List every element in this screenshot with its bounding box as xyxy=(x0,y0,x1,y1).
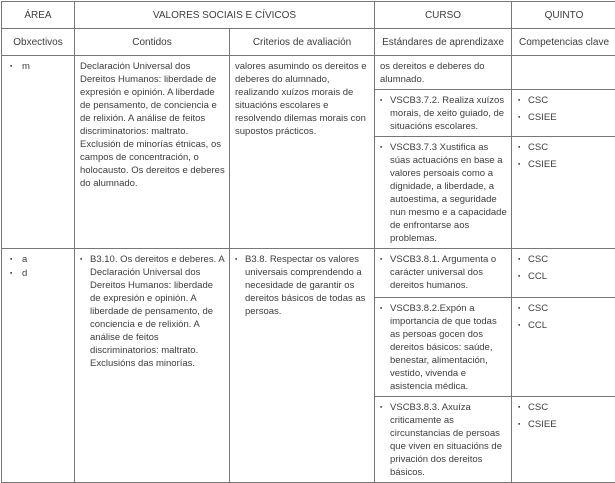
bullet-icon: ▪ xyxy=(235,253,245,266)
cell-text: VSCB3.7.2. Realiza xuízos morais, de xeito guiado, de situacións escolares. xyxy=(390,94,507,133)
list-item xyxy=(518,270,612,283)
curriculum-table xyxy=(1,1,615,483)
list-item xyxy=(380,94,507,133)
list-item xyxy=(380,60,507,86)
bullet-icon: ▪ xyxy=(10,267,22,280)
cell-text: a xyxy=(22,253,70,266)
cell-text: valores asumindo os dereitos e deberes do alumnado, realizando xuízos morais de situacións escolares e resolvendo dilemas morais con supostos prácticos. xyxy=(235,60,370,138)
competencias-cell xyxy=(512,298,615,397)
cell-text: B3.10. Os dereitos e deberes. A Declaración Universal dos Dereitos Humanos: liberdade de expresión e opinión. A liberdade de pensamento, de conciencia e de relixión. A análise de feitos discriminatorios: maltrato. Exclusións das minorías. xyxy=(90,253,225,370)
cell-text: m xyxy=(22,60,70,73)
list-item xyxy=(518,319,612,332)
competencias-cell xyxy=(512,397,615,483)
bullet-icon: ▪ xyxy=(380,94,390,107)
cell-text: VSCB3.8.2.Expón a importancia de que todas as persoas gocen dos dereitos básicos: saúde, benestar, alimentación, vestido, vivenda e asistencia médica. xyxy=(390,302,507,393)
bullet-icon: ▪ xyxy=(380,302,390,315)
header-valores-sociais: VALORES SOCIAIS E CÍVICOS xyxy=(75,2,375,29)
header-estandares: Estándares de aprendizaxe xyxy=(375,29,512,56)
list-item xyxy=(518,158,612,171)
bullet-icon: ▪ xyxy=(518,319,528,332)
competencias-cell xyxy=(512,137,615,249)
table-body xyxy=(2,56,615,483)
cell-text: Declaración Universal dos Dereitos Humanos: liberdade de expresión e opinión. A liberdade de pensamento, de conciencia e de relixión. A análise de feitos discriminatorios: maltrato. Exclusión de minorías étnicas, os campos de concentración, o holocausto. Os dereitos e deberes do alumnado. xyxy=(80,60,225,190)
cell-text: CSC xyxy=(528,401,612,414)
table-row xyxy=(2,56,615,90)
list-item xyxy=(10,267,70,280)
bullet-icon: ▪ xyxy=(518,94,528,107)
bullet-icon: ▪ xyxy=(518,401,528,414)
estandar-cell xyxy=(375,298,512,397)
bullet-icon: ▪ xyxy=(380,253,390,266)
header-competencias: Competencias clave xyxy=(512,29,615,56)
bullet-icon: ▪ xyxy=(518,418,528,431)
cell-text: CSC xyxy=(528,141,612,154)
estandar-cell xyxy=(375,56,512,90)
bullet-icon: ▪ xyxy=(518,253,528,266)
bullet-icon: ▪ xyxy=(518,111,528,124)
table-row xyxy=(2,249,615,298)
header-contidos: Contidos xyxy=(75,29,230,56)
list-item xyxy=(380,141,507,245)
obxectivos-cell xyxy=(2,56,75,249)
header-criterios: Criterios de avaliación xyxy=(230,29,375,56)
list-item xyxy=(518,418,612,431)
list-item xyxy=(518,401,612,414)
header-curso: CURSO xyxy=(375,2,512,29)
list-item xyxy=(380,302,507,393)
criterios-cell xyxy=(230,249,375,483)
list-item xyxy=(10,253,70,266)
estandar-cell xyxy=(375,90,512,137)
competencias-cell xyxy=(512,56,615,90)
bullet-icon: ▪ xyxy=(518,158,528,171)
list-item xyxy=(518,111,612,124)
contidos-cell xyxy=(75,249,230,483)
list-item xyxy=(518,94,612,107)
cell-text: VSCB3.8.3. Axuíza criticamente as circunstancias de persoas que viven en situacións de privación dos dereitos básicos. xyxy=(390,401,507,479)
list-item xyxy=(10,60,70,73)
list-item xyxy=(80,60,225,190)
list-item xyxy=(518,302,612,315)
cell-text: os dereitos e deberes do alumnado. xyxy=(380,60,507,86)
list-item xyxy=(380,401,507,479)
bullet-icon: ▪ xyxy=(80,253,90,266)
header-row-columns xyxy=(2,29,615,56)
header-area: ÁREA xyxy=(2,2,75,29)
header-obxectivos: Obxectivos xyxy=(2,29,75,56)
cell-text: B3.8. Respectar os valores universais comprendendo a necesidade de garantir os dereitos básicos de todas as persoas. xyxy=(245,253,370,318)
list-item xyxy=(235,253,370,318)
bullet-icon: ▪ xyxy=(518,141,528,154)
cell-text: CCL xyxy=(528,270,612,283)
cell-text: VSCB3.7.3 Xustifica as súas actuacións en base a valores persoais como a dignidade, a liberdade, a autoestima, a seguridade nun mesmo e a capacidade de enfrontarse aos problemas. xyxy=(390,141,507,245)
cell-text: d xyxy=(22,267,70,280)
cell-text: CSIEE xyxy=(528,111,612,124)
bullet-icon: ▪ xyxy=(10,253,22,266)
obxectivos-cell xyxy=(2,249,75,483)
list-item xyxy=(518,253,612,266)
bullet-icon: ▪ xyxy=(380,401,390,414)
estandar-cell xyxy=(375,249,512,298)
header-row-area xyxy=(2,2,615,29)
list-item xyxy=(380,253,507,292)
cell-text: CCL xyxy=(528,319,612,332)
cell-text: VSCB3.8.1. Argumenta o carácter universal dos dereitos humanos. xyxy=(390,253,507,292)
list-item xyxy=(235,60,370,138)
header-quinto: QUINTO xyxy=(512,2,615,29)
estandar-cell xyxy=(375,397,512,483)
bullet-icon: ▪ xyxy=(10,60,22,73)
cell-text: CSC xyxy=(528,94,612,107)
bullet-icon: ▪ xyxy=(518,270,528,283)
competencias-cell xyxy=(512,90,615,137)
cell-text: CSIEE xyxy=(528,158,612,171)
list-item xyxy=(518,141,612,154)
cell-text: CSIEE xyxy=(528,418,612,431)
cell-text: CSC xyxy=(528,253,612,266)
criterios-cell xyxy=(230,56,375,249)
list-item xyxy=(80,253,225,370)
cell-text: CSC xyxy=(528,302,612,315)
estandar-cell xyxy=(375,137,512,249)
competencias-cell xyxy=(512,249,615,298)
bullet-icon: ▪ xyxy=(518,302,528,315)
contidos-cell xyxy=(75,56,230,249)
bullet-icon: ▪ xyxy=(380,141,390,154)
